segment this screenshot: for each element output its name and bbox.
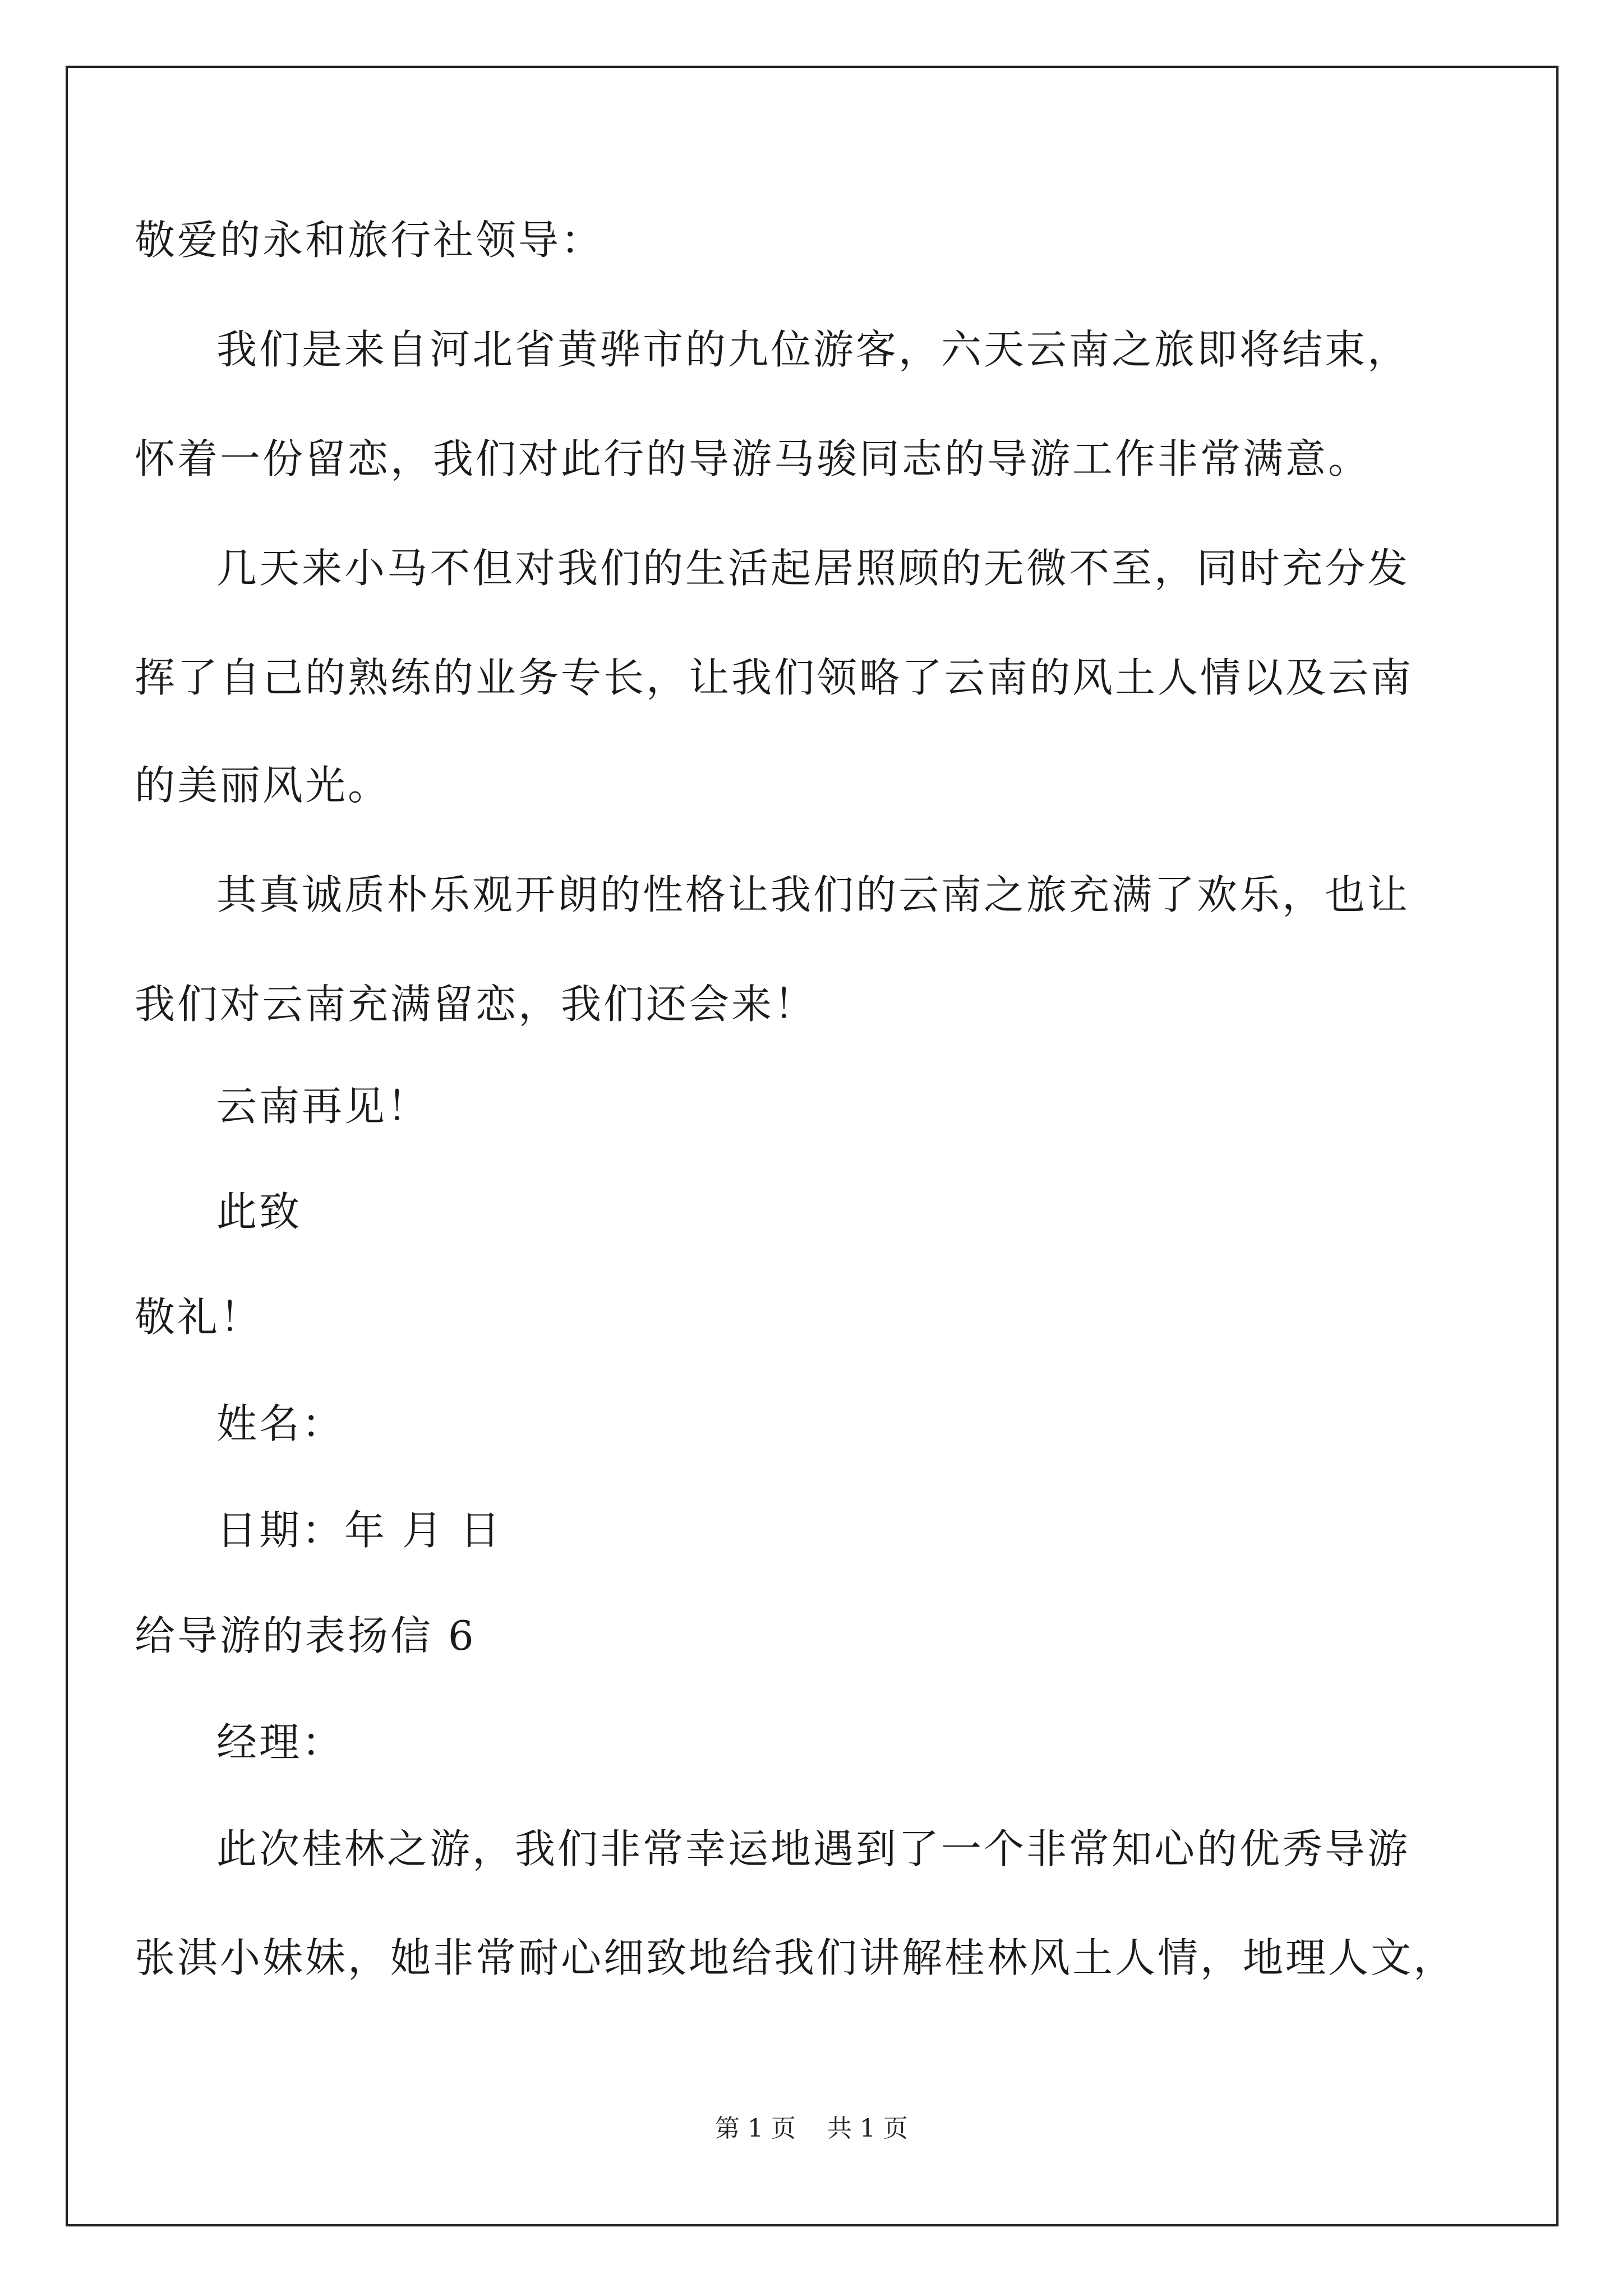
signature-date-line: 日期：年 月 日	[216, 1507, 502, 1554]
paragraph-line: 挥了自己的熟练的业务专长，让我们领略了云南的风土人情以及云南	[135, 654, 1414, 701]
paragraph-line: 此次桂林之游，我们非常幸运地遇到了一个非常知心的优秀导游	[216, 1825, 1410, 1872]
paragraph-line: 几天来小马不但对我们的生活起居照顾的无微不至，同时充分发	[216, 545, 1410, 592]
closing-line: 此致	[216, 1188, 302, 1235]
page-border	[66, 66, 1559, 2226]
signature-name-line: 姓名：	[216, 1400, 345, 1447]
page-footer	[0, 2112, 1623, 2146]
paragraph-line: 我们对云南充满留恋，我们还会来！	[135, 981, 817, 1028]
paragraph-line: 我们是来自河北省黄骅市的九位游客，六天云南之旅即将结束，	[216, 326, 1410, 373]
page-number: 第 1 页 共 1 页	[715, 2114, 908, 2143]
salutation: 敬爱的永和旅行社领导：	[135, 217, 604, 264]
section-title: 给导游的表扬信 6	[135, 1612, 476, 1659]
paragraph-line: 的美丽风光。	[135, 762, 391, 809]
closing-line: 敬礼！	[135, 1294, 263, 1341]
paragraph-line: 怀着一份留恋，我们对此行的导游马骏同志的导游工作非常满意。	[135, 435, 1371, 482]
salutation: 经理：	[216, 1719, 345, 1766]
paragraph-line: 张淇小妹妹，她非常耐心细致地给我们讲解桂林风土人情，地理人文，	[135, 1934, 1456, 1981]
closing-line: 云南再见！	[216, 1083, 430, 1130]
paragraph-line: 其真诚质朴乐观开朗的性格让我们的云南之旅充满了欢乐，也让	[216, 871, 1410, 918]
